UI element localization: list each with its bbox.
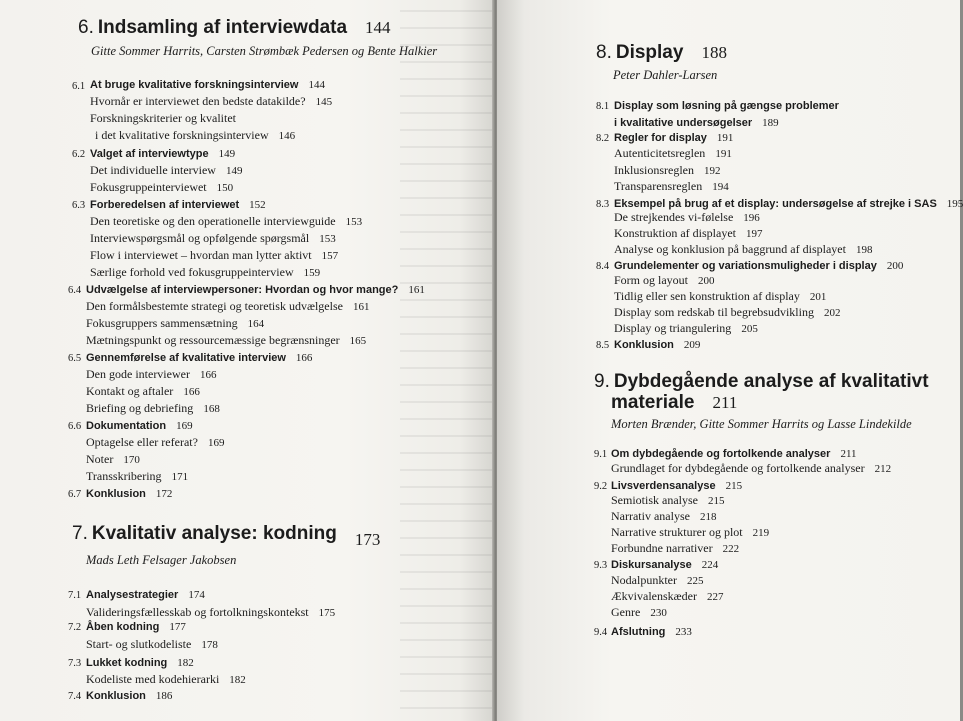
chapter-title: Kvalitativ analyse: kodning <box>91 523 337 544</box>
subsection-item: Optagelse eller referat? 169 <box>86 435 225 449</box>
subsection-item: Analyse og konklusion på baggrund af displayet 198 <box>614 242 873 256</box>
section-number: 8.4 <box>596 261 610 272</box>
section-8-2: Regler for display 191 <box>614 132 734 144</box>
chapter-page: 188 <box>701 43 727 62</box>
section-number: 9.2 <box>594 481 608 492</box>
section-number: 9.4 <box>594 627 608 638</box>
chapter-9-heading-cont <box>611 393 737 414</box>
chapter-page: 173 <box>354 530 381 549</box>
chapter-title: Display <box>615 42 684 63</box>
chapter-9-authors: Morten Brænder, Gitte Sommer Harrits og Lasse Lindekilde <box>611 417 912 431</box>
section-8-3: Eksempel på brug af et display: undersøgelse af strejke i SAS 195 <box>614 198 963 210</box>
subsection-item: Display som redskab til begrebsudvikling 202 <box>614 305 841 319</box>
subsection-item: De strejkendes vi-følelse 196 <box>614 210 760 224</box>
subsection-item: Det individuelle interview 149 <box>90 163 243 177</box>
section-number: 7.2 <box>68 622 82 633</box>
subsection-item: Kodeliste med kodehierarki 182 <box>86 672 246 686</box>
section-9-4: Afslutning 233 <box>611 626 692 638</box>
subsection-item: Den gode interviewer 166 <box>86 367 217 381</box>
chapter-number: 6. <box>78 17 94 38</box>
section-8-4: Grundelementer og variationsmuligheder i display 200 <box>614 260 904 272</box>
subsection-item: Mætningspunkt og ressourcemæssige begrænsninger 165 <box>86 333 367 347</box>
section-number: 6.2 <box>72 149 86 160</box>
subsection-item: Inklusionsreglen 192 <box>614 163 721 177</box>
section-number: 6.7 <box>68 489 82 500</box>
chapter-title: Dybdegående analyse af kvalitativt <box>613 371 929 392</box>
section-number: 8.3 <box>596 199 610 210</box>
section-number: 7.3 <box>68 658 82 669</box>
chapter-page: 211 <box>712 393 738 412</box>
subsection-item: Forskningskriterier og kvalitet <box>90 111 236 125</box>
chapter-6-authors: Gitte Sommer Harrits, Carsten Strømbæk Pedersen og Bente Halkier <box>91 44 438 58</box>
section-7-3: Lukket kodning 182 <box>86 657 194 669</box>
subsection-item: Fokusgruppeinterviewet 150 <box>90 180 234 194</box>
section-6-4: Udvælgelse af interviewpersoner: Hvordan og hvor mange? 161 <box>86 284 425 296</box>
chapter-6-heading <box>78 18 391 39</box>
section-9-2: Livsverdensanalyse 215 <box>611 480 743 492</box>
subsection-item: Autenticitetsreglen 191 <box>614 146 732 160</box>
section-8-1: Display som løsning på gængse problemer <box>614 100 839 112</box>
chapter-8-authors: Peter Dahler-Larsen <box>613 68 718 82</box>
section-8-1-cont: i kvalitative undersøgelser 189 <box>614 117 779 129</box>
section-number: 6.4 <box>68 285 82 296</box>
subsection-item: Interviewspørgsmål og opfølgende spørgsmål 153 <box>90 231 336 245</box>
subsection-item: Genre 230 <box>611 605 667 619</box>
section-8-5: Konklusion 209 <box>614 339 701 351</box>
subsection-item: Transparensreglen 194 <box>614 179 729 193</box>
subsection-item: Narrative strukturer og plot 219 <box>611 525 770 539</box>
subsection-item: Nodalpunkter 225 <box>611 573 704 587</box>
subsection-item: Grundlaget for dybdegående og fortolkende analyser 212 <box>611 461 892 475</box>
subsection-item: Start- og slutkodeliste 178 <box>86 637 218 651</box>
section-number: 7.4 <box>68 691 82 702</box>
subsection-item: Kontakt og aftaler 166 <box>86 384 200 398</box>
subsection-item: Konstruktion af displayet 197 <box>614 226 763 240</box>
subsection-item: Valideringsfællesskab og fortolkningskontekst 175 <box>86 605 336 619</box>
chapter-7-authors: Mads Leth Felsager Jakobsen <box>86 553 237 567</box>
section-6-6: Dokumentation 169 <box>86 420 193 432</box>
chapter-title-cont: materiale <box>611 392 695 413</box>
section-number: 6.5 <box>68 353 82 364</box>
subsection-item: Noter 170 <box>86 452 140 466</box>
section-7-2: Åben kodning 177 <box>86 621 186 633</box>
chapter-number: 7. <box>72 523 88 544</box>
subsection-item: Narrativ analyse 218 <box>611 509 717 523</box>
chapter-9-heading <box>594 372 929 393</box>
section-9-1: Om dybdegående og fortolkende analyser 211 <box>611 448 857 460</box>
subsection-item: Den formålsbestemte strategi og teoretisk udvælgelse 161 <box>86 299 370 313</box>
chapter-7-heading <box>72 523 381 549</box>
subsection-item: Flow i interviewet – hvordan man lytter aktivt 157 <box>90 248 339 262</box>
chapter-number: 8. <box>596 42 612 63</box>
subsection-item: Særlige forhold ved fokusgruppeinterview 159 <box>90 265 321 279</box>
bleed-through-text <box>400 0 494 721</box>
subsection-item: Fokusgruppers sammensætning 164 <box>86 316 265 330</box>
section-9-3: Diskursanalyse 224 <box>611 559 719 571</box>
subsection-item: Den teoretiske og den operationelle interviewguide 153 <box>90 214 363 228</box>
section-number: 9.1 <box>594 449 608 460</box>
section-6-2: Valget af interviewtype 149 <box>90 148 236 160</box>
section-number: 6.1 <box>72 81 86 92</box>
page-number: 144 <box>308 79 325 91</box>
section-7-1: Analysestrategier 174 <box>86 589 205 601</box>
subsection-item: Transskribering 171 <box>86 469 189 483</box>
subsection-item: Hvornår er interviewet den bedste datakilde? 145 <box>90 94 333 108</box>
section-6-1 <box>90 75 325 93</box>
chapter-number: 9. <box>594 371 610 392</box>
section-6-5: Gennemførelse af kvalitative interview 166 <box>86 352 313 364</box>
subsection-item: Form og layout 200 <box>614 273 715 287</box>
section-number: 8.2 <box>596 133 610 144</box>
subsection-item: Semiotisk analyse 215 <box>611 493 725 507</box>
section-number: 8.5 <box>596 340 610 351</box>
section-6-3: Forberedelsen af interviewet 152 <box>90 199 266 211</box>
chapter-page: 144 <box>365 18 391 37</box>
section-title: At bruge kvalitative forskningsinterview <box>90 79 299 91</box>
right-page <box>497 0 963 721</box>
subsection-item: Display og triangulering 205 <box>614 321 758 335</box>
section-number: 9.3 <box>594 560 608 571</box>
chapter-8-heading <box>596 43 727 64</box>
subsection-item: Tidlig eller sen konstruktion af display 201 <box>614 289 827 303</box>
section-number: 6.6 <box>68 421 82 432</box>
chapter-title: Indsamling af interviewdata <box>97 17 348 38</box>
subsection-item: i det kvalitative forskningsinterview 146 <box>95 128 296 142</box>
subsection-item: Forbundne narrativer 222 <box>611 541 740 555</box>
section-6-7: Konklusion 172 <box>86 488 173 500</box>
subsection-item: Ækvivalenskæder 227 <box>611 589 724 603</box>
section-number: 7.1 <box>68 590 82 601</box>
section-7-4: Konklusion 186 <box>86 690 173 702</box>
section-number: 8.1 <box>596 101 610 112</box>
subsection-item: Briefing og debriefing 168 <box>86 401 220 415</box>
section-number: 6.3 <box>72 200 86 211</box>
